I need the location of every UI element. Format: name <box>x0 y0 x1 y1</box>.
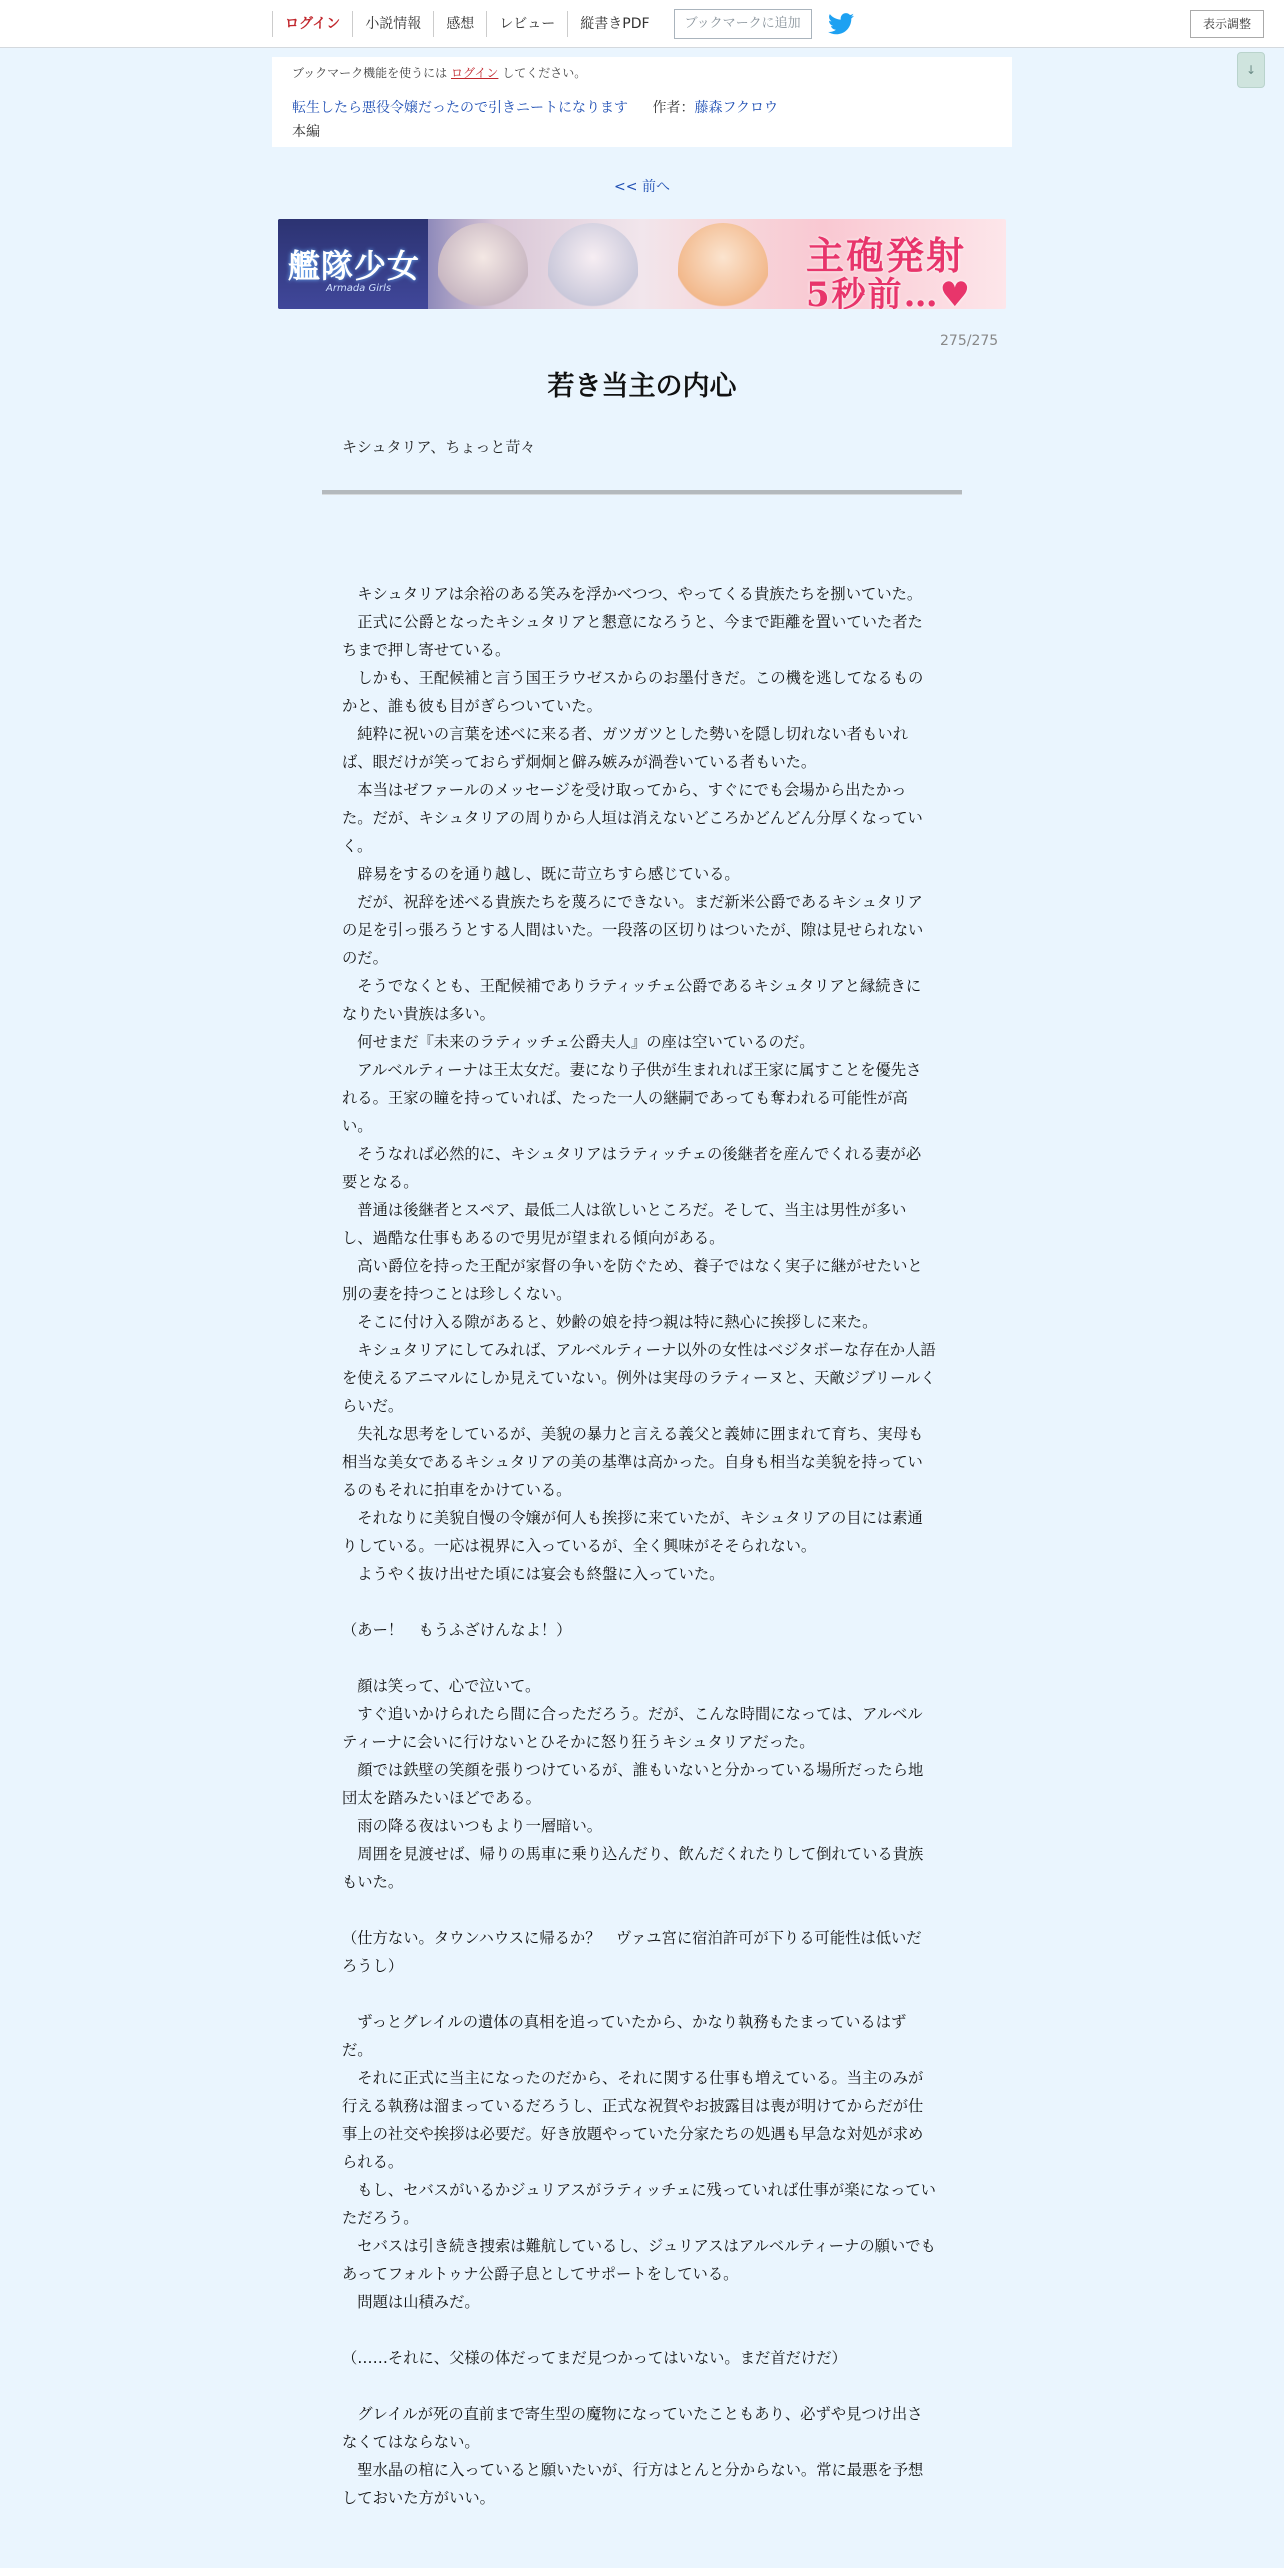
body-paragraph <box>342 1896 936 1924</box>
banner-character-2 <box>548 223 638 309</box>
body-paragraph <box>342 1980 936 2008</box>
banner-character-3 <box>678 223 768 309</box>
episode-counter: 275/275 <box>940 333 999 349</box>
login-notice <box>292 64 586 81</box>
body-paragraph: しかも、王配候補と言う国王ラウゼスからのお墨付きだ。この機を逃してなるものかと、誰も彼も目がぎらついていた。 <box>342 669 924 715</box>
top-nav-bar <box>0 0 1284 48</box>
nav-impressions-link[interactable]: 感想 <box>433 11 486 37</box>
body-paragraph: すぐ追いかけられたら間に合っただろう。だが、こんな時間になっては、アルベルティーナに会いに行けないとひそかに怒り狂うキシュタリアだった。 <box>342 1705 923 1751</box>
novel-title-line <box>292 97 778 117</box>
body-paragraph: 顔は笑って、心で泣いて。 <box>342 1677 541 1695</box>
body-paragraph: そこに付け入る隙があると、妙齢の娘を持つ親は特に熱心に挨拶しに来た。 <box>342 1313 878 1331</box>
body-paragraph <box>342 2372 936 2400</box>
scroll-down-button[interactable]: ↓ <box>1237 52 1265 88</box>
body-paragraph: （仕方ない。タウンハウスに帰るか？ ヴァユ宮に宿泊許可が下りる可能性は低いだろうし） <box>342 1929 922 1975</box>
author-link[interactable]: 藤森フクロウ <box>694 100 779 116</box>
body-paragraph: 高い爵位を持った王配が家督の争いを防ぐため、養子ではなく実子に継がせたいと別の妻を持つことは珍しくない。 <box>342 1257 923 1303</box>
display-settings-button[interactable]: 表示調整 <box>1190 10 1264 38</box>
banner-logo-sub: Armada Girls <box>326 283 392 294</box>
body-paragraph: （あー！ もうふざけんなよ！） <box>342 1621 572 1639</box>
body-paragraph <box>342 1588 936 1616</box>
episode-title: 若き当主の内心 <box>547 371 737 402</box>
body-paragraph: 雨の降る夜はいつもより一層暗い。 <box>342 1817 603 1835</box>
body-paragraph: そうでなくとも、王配候補でありラティッチェ公爵であるキシュタリアと縁続きになりたい貴族は多い。 <box>342 977 922 1023</box>
body-paragraph: セバスは引き続き捜索は難航しているし、ジュリアスはアルベルティーナの願いでもあってフォルトゥナ公爵子息としてサポートをしている。 <box>342 2237 936 2283</box>
body-paragraph: だが、祝辞を述べる貴族たちを蔑ろにできない。まだ新米公爵であるキシュタリアの足を引っ張ろうとする人間はいた。一段落の区切りはついたが、隙は見せられないのだ。 <box>342 893 924 967</box>
body-paragraph: それなりに美貌自慢の令嬢が何人も挨拶に来ていたが、キシュタリアの目には素通りしている。一応は視界に入っているが、全く興味がそそられない。 <box>342 1509 923 1555</box>
nav-login-link[interactable]: ログイン <box>272 11 352 37</box>
body-paragraph: 辟易をするのを通り越し、既に苛立ちすら感じている。 <box>342 865 740 883</box>
body-paragraph: もし、セバスがいるかジュリアスがラティッチェに残っていれば仕事が楽になっていただろう。 <box>342 2181 936 2227</box>
episode-preface: キシュタリア、ちょっと苛々 <box>342 438 536 456</box>
twitter-bird-icon[interactable] <box>828 13 854 35</box>
author-label: 作者： <box>652 100 695 116</box>
novel-body <box>342 580 936 2512</box>
body-paragraph: 周囲を見渡せば、帰りの馬車に乗り込んだり、飲んだくれたりして倒れている貴族もいた。 <box>342 1845 924 1891</box>
body-paragraph: 聖水晶の棺に入っていると願いたいが、行方はとんと分からない。常に最悪を予想しておいた方がいい。 <box>342 2461 924 2507</box>
nav-list <box>272 10 854 38</box>
chapter-label: 本編 <box>292 124 320 140</box>
nav-vertical-pdf-link[interactable]: 縦書きPDF <box>567 11 661 37</box>
nav-novel-info-link[interactable]: 小説情報 <box>352 11 433 37</box>
body-paragraph <box>342 1644 936 1672</box>
banner-catch-line-1: 主砲発射 <box>806 233 967 278</box>
body-paragraph: 純粋に祝いの言葉を述べに来る者、ガツガツとした勢いを隠し切れない者もいれば、眼だけが笑っておらず炯炯と僻み嫉みが渦巻いている者もいた。 <box>342 725 908 771</box>
body-paragraph: （……それに、父様の体だってまだ見つかってはいない。まだ首だけだ） <box>342 2349 847 2367</box>
body-paragraph: そうなれば必然的に、キシュタリアはラティッチェの後継者を産んでくれる妻が必要となる。 <box>342 1145 922 1191</box>
notice-text-before: ブックマーク機能を使うには <box>292 66 448 80</box>
ad-banner[interactable] <box>278 219 1006 309</box>
body-paragraph: ずっとグレイルの遺体の真相を追っていたから、かなり執務もたまっているはずだ。 <box>342 2013 907 2059</box>
body-paragraph: アルベルティーナは王太女だ。妻になり子供が生まれれば王家に属すことを優先される。王家の瞳を持っていれば、たった一人の継嗣であっても奪われる可能性が高い。 <box>342 1061 922 1135</box>
notice-login-link[interactable]: ログイン <box>451 66 499 80</box>
nav-review-link[interactable]: レビュー <box>486 11 567 37</box>
info-panel <box>272 57 1012 147</box>
body-paragraph: 顔では鉄壁の笑顔を張りつけているが、誰もいないと分かっている場所だったら地団太を踏みたいほどである。 <box>342 1761 924 1807</box>
body-paragraph: 問題は山積みだ。 <box>342 2293 480 2311</box>
body-paragraph: 失礼な思考をしているが、美貌の暴力と言える義父と義姉に囲まれて育ち、実母も相当な美女であるキシュタリアの美の基準は高かった。自身も相当な美貌を持っているのもそれに拍車をかけている。 <box>342 1425 924 1499</box>
preface-divider <box>322 490 962 495</box>
notice-text-after: してください。 <box>502 66 587 80</box>
body-paragraph: グレイルが死の直前まで寄生型の魔物になっていたこともあり、必ずや見つけ出さなくてはならない。 <box>342 2405 923 2451</box>
banner-logo: 艦隊少女 <box>288 247 421 285</box>
novel-title-link[interactable]: 転生したら悪役令嬢だったので引きニートになります <box>292 100 628 116</box>
add-bookmark-button[interactable]: ブックマークに追加 <box>674 9 812 39</box>
body-paragraph: それに正式に当主になったのだから、それに関する仕事も増えている。当主のみが行える執務は溜まっているだろうし、正式な祝賀やお披露目は喪が明けてからだが仕事上の社交や挨拶は必要だ。好き放題やっていた分家たちの処遇も早急な対処が求められる。 <box>342 2069 924 2171</box>
body-paragraph: 本当はゼファールのメッセージを受け取ってから、すぐにでも会場から出たかった。だが、キシュタリアの周りから人垣は消えないどころかどんどん分厚くなっていく。 <box>342 781 923 855</box>
body-paragraph: キシュタリアは余裕のある笑みを浮かべつつ、やってくる貴族たちを捌いていた。 <box>342 585 923 603</box>
prev-page-link <box>0 176 1284 196</box>
body-paragraph: 何せまだ『未来のラティッチェ公爵夫人』の座は空いているのだ。 <box>342 1033 815 1051</box>
banner-character-1 <box>438 223 528 309</box>
body-paragraph: キシュタリアにしてみれば、アルベルティーナ以外の女性はベジタボーな存在か人語を使えるアニマルにしか見えていない。例外は実母のラティーヌと、天敵ジブリールくらいだ。 <box>342 1341 936 1415</box>
body-paragraph: ようやく抜け出せた頃には宴会も終盤に入っていた。 <box>342 1565 725 1583</box>
body-paragraph: 正式に公爵となったキシュタリアと懇意になろうと、今まで距離を置いていた者たちまで押し寄せている。 <box>342 613 923 659</box>
body-paragraph: 普通は後継者とスペア、最低二人は欲しいところだ。そして、当主は男性が多いし、過酷な仕事もあるので男児が望まれる傾向がある。 <box>342 1201 907 1247</box>
prev-link-text[interactable]: << 前へ <box>614 179 670 195</box>
banner-catch-line-2: 5秒前…♥ <box>806 275 973 309</box>
body-paragraph <box>342 2316 936 2344</box>
